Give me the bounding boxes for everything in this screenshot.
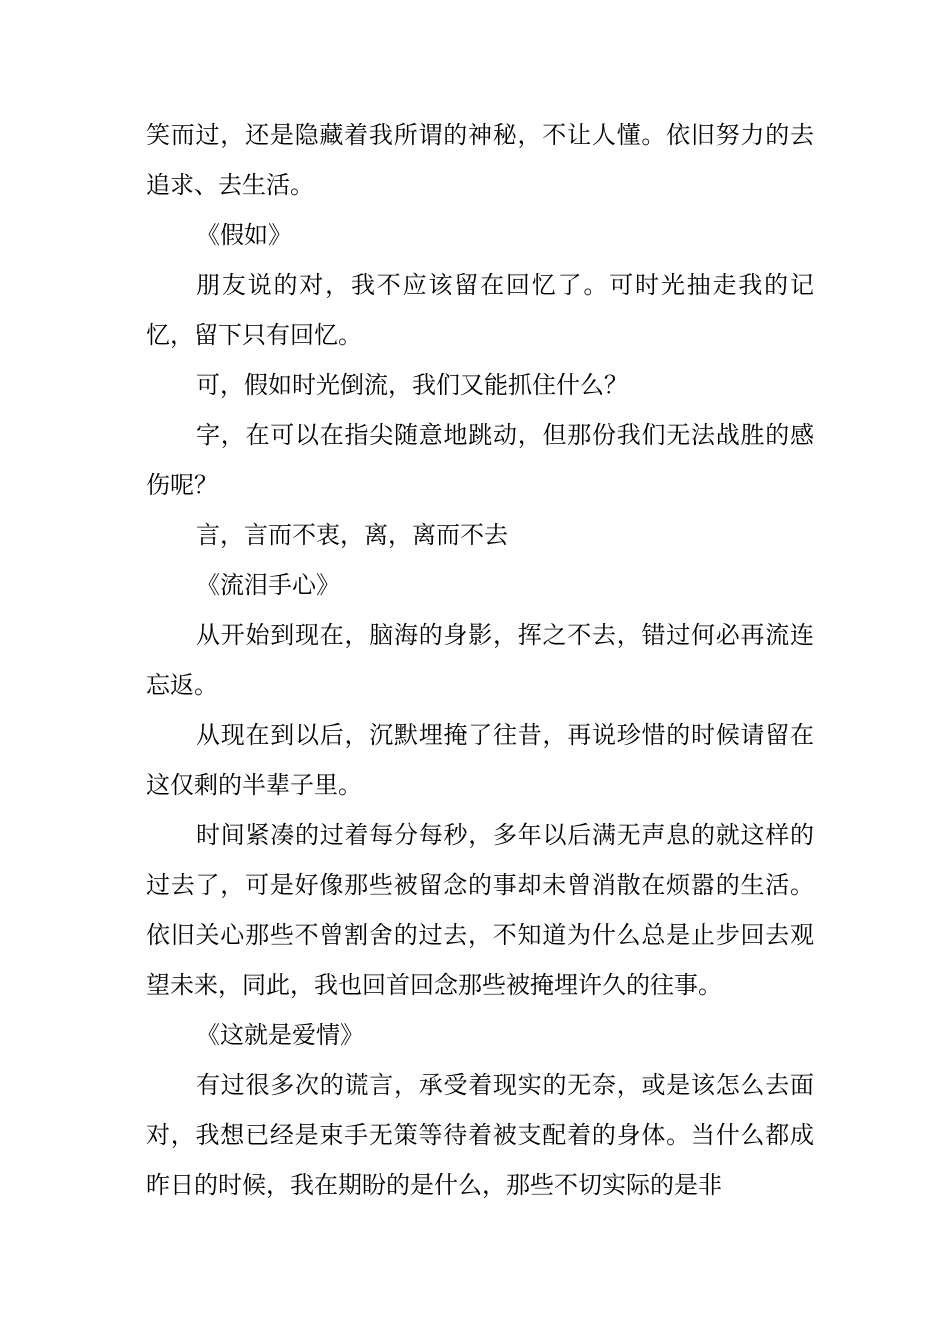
paragraph: 字，在可以在指尖随意地跳动，但那份我们无法战胜的感伤呢？ xyxy=(146,421,814,499)
paragraph: 有过很多次的谎言，承受着现实的无奈，或是该怎么去面对，我想已经是束手无策等待着被支配着的身体。当什么都成昨日的时候，我在期盼的是什么，那些不切实际的是非 xyxy=(146,1071,814,1199)
paragraph: 言，言而不衷，离，离而不去 xyxy=(196,521,508,549)
paragraph: 可，假如时光倒流，我们又能抓住什么？ xyxy=(196,371,628,399)
paragraph: 从开始到现在，脑海的身影，挥之不去，错过何必再流连忘返。 xyxy=(146,621,814,699)
paragraph: 时间紧凑的过着每分每秒，多年以后满无声息的就这样的过去了，可是好像那些被留念的事却未曾消散在烦嚣的生活。依旧关心那些不曾割舍的过去，不知道为什么总是止步回去观望未来，同此，我也回首回念那些被掩埋许久的往事。 xyxy=(146,821,814,999)
section-title-jiaru: 《假如》 xyxy=(196,221,292,249)
paragraph: 朋友说的对，我不应该留在回忆了。可时光抽走我的记忆，留下只有回忆。 xyxy=(146,271,814,349)
document-page xyxy=(146,110,814,1210)
section-title-zhe-jiushi-aiqing: 《这就是爱情》 xyxy=(196,1021,364,1049)
section-title-liulei-shouxin: 《流泪手心》 xyxy=(196,571,340,599)
paragraph-continuation: 笑而过，还是隐藏着我所谓的神秘，不让人懂。依旧努力的去追求、去生活。 xyxy=(146,121,814,199)
paragraph: 从现在到以后，沉默埋掩了往昔，再说珍惜的时候请留在这仅剩的半辈子里。 xyxy=(146,721,814,799)
